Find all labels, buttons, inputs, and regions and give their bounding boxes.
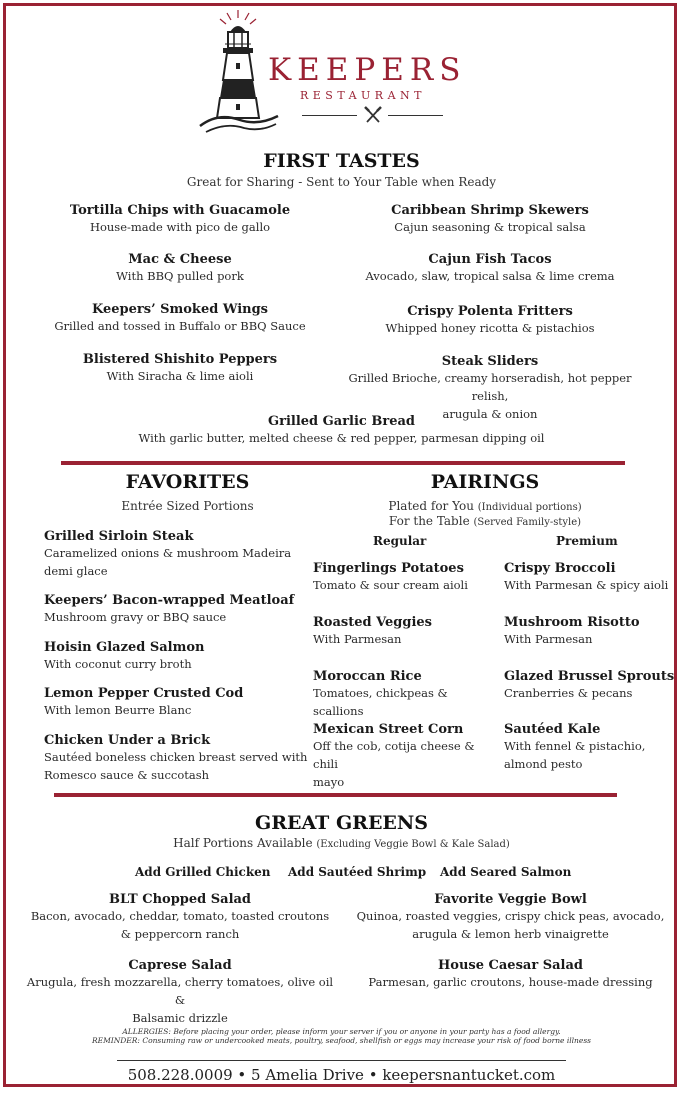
item-desc: mayo xyxy=(313,775,345,789)
pairings-line2-text: For the Table xyxy=(388,514,470,528)
menu-item xyxy=(504,669,674,702)
item-name: Crispy Polenta Fritters xyxy=(407,304,573,319)
menu-item xyxy=(20,958,340,1027)
contact-line: 508.228.0009 • 5 Amelia Drive • keepersnantucket.com xyxy=(127,1066,556,1084)
item-desc: Cajun seasoning & tropical salsa xyxy=(394,220,586,234)
item-desc: arugula & onion xyxy=(442,407,538,421)
menu-item xyxy=(30,352,330,385)
item-desc: With Siracha & lime aioli xyxy=(106,369,254,383)
item-desc: Parmesan, garlic croutons, house-made dressing xyxy=(368,975,653,989)
menu-item xyxy=(313,615,498,648)
great-greens-subtitle xyxy=(0,836,683,850)
logo-divider-right xyxy=(388,115,443,116)
first-tastes-title: FIRST TASTES xyxy=(263,150,420,172)
pairings-line1-note: (Individual portions) xyxy=(477,502,582,513)
item-name: Chicken Under a Brick xyxy=(44,733,211,748)
item-name: Mushroom Risotto xyxy=(504,615,640,630)
menu-item xyxy=(330,252,650,285)
footer-divider xyxy=(117,1060,566,1061)
item-name: Fingerlings Potatoes xyxy=(313,561,464,576)
great-greens-title: GREAT GREENS xyxy=(254,812,429,834)
brand-name: KEEPERS xyxy=(268,52,467,88)
item-desc: demi glace xyxy=(44,564,108,578)
menu-item xyxy=(504,561,674,594)
item-name: Keepers’ Bacon-wrapped Meatloaf xyxy=(44,593,295,608)
addon-chicken: Add Grilled Chicken xyxy=(135,865,271,879)
item-desc: Caramelized onions & mushroom Madeira xyxy=(44,546,292,560)
item-desc: arugula & lemon herb vinaigrette xyxy=(412,927,609,941)
item-name: Grilled Sirloin Steak xyxy=(44,529,194,544)
item-desc: Balsamic drizzle xyxy=(132,1011,228,1025)
menu-item xyxy=(44,640,314,673)
item-desc: House-made with pico de gallo xyxy=(89,220,271,234)
disclaimer xyxy=(0,1027,683,1045)
menu-item xyxy=(313,561,498,594)
item-desc: Quinoa, roasted veggies, crispy chick peas, avocado, xyxy=(356,909,665,923)
item-name: Caprese Salad xyxy=(128,958,232,973)
great-greens-subtitle-text: Half Portions Available xyxy=(173,836,313,850)
item-name: Grilled Garlic Bread xyxy=(268,414,415,429)
item-desc: Grilled and tossed in Buffalo or BBQ Sauce xyxy=(54,319,306,333)
item-name: Lemon Pepper Crusted Cod xyxy=(44,686,244,701)
menu-item xyxy=(30,302,330,335)
item-desc: Grilled Brioche, creamy horseradish, hot pepper relish, xyxy=(348,371,632,403)
favorites-title: FAVORITES xyxy=(125,471,250,493)
item-desc: Romesco sauce & succotash xyxy=(44,768,210,782)
menu-item xyxy=(44,529,314,580)
pairings-line2 xyxy=(320,514,650,528)
item-name: Favorite Veggie Bowl xyxy=(434,892,587,907)
pairings-line2-note: (Served Family-style) xyxy=(473,517,582,528)
item-desc: Avocado, slaw, tropical salsa & lime crema xyxy=(365,269,615,283)
item-desc: Arugula, fresh mozzarella, cherry tomatoes, olive oil & xyxy=(26,975,334,1007)
allergies-note: ALLERGIES: Before placing your order, please inform your server if you or anyone in your party has a food allergy. xyxy=(122,1027,561,1036)
menu-item xyxy=(44,733,314,784)
item-name: Hoisin Glazed Salmon xyxy=(44,640,205,655)
item-name: Tortilla Chips with Guacamole xyxy=(69,203,291,218)
item-desc: & peppercorn ranch xyxy=(120,927,240,941)
menu-item xyxy=(330,203,650,236)
reminder-note: REMINDER: Consuming raw or undercooked meats, poultry, seafood, shellfish or eggs may increase your risk of food borne illness xyxy=(91,1036,592,1045)
item-desc: With Parmesan xyxy=(313,632,402,646)
item-name: House Caesar Salad xyxy=(438,958,583,973)
menu-item xyxy=(504,722,674,773)
item-desc: Mushroom gravy or BBQ sauce xyxy=(44,610,227,624)
item-name: Moroccan Rice xyxy=(313,669,422,684)
item-desc: Sautéed boneless chicken breast served with xyxy=(44,750,308,764)
item-name: BLT Chopped Salad xyxy=(108,892,252,907)
menu-item xyxy=(313,722,498,791)
item-name: Glazed Brussel Sprouts xyxy=(504,669,675,684)
item-name: Steak Sliders xyxy=(441,354,539,369)
addon-salmon: Add Seared Salmon xyxy=(440,865,572,879)
menu-item xyxy=(30,252,330,285)
item-desc: Off the cob, cotija cheese & chili xyxy=(313,739,475,771)
great-greens-header xyxy=(0,812,683,850)
menu-item xyxy=(30,203,330,236)
section-divider xyxy=(61,461,625,465)
pairings-header xyxy=(320,471,650,528)
item-desc: Tomatoes, chickpeas & scallions xyxy=(313,686,448,718)
menu-item xyxy=(20,892,340,943)
item-desc: Bacon, avocado, cheddar, tomato, toasted croutons xyxy=(30,909,330,923)
item-desc: With Parmesan xyxy=(504,632,593,646)
item-desc: With garlic butter, melted cheese & red pepper, parmesan dipping oil xyxy=(138,431,545,445)
pairings-title: PAIRINGS xyxy=(430,471,540,493)
item-desc: Tomato & sour cream aioli xyxy=(313,578,468,592)
item-name: Mac & Cheese xyxy=(128,252,232,267)
item-desc: almond pesto xyxy=(504,757,583,771)
logo-divider-left xyxy=(302,115,357,116)
pairings-line1 xyxy=(320,499,650,513)
menu-item xyxy=(330,304,650,337)
favorites-header xyxy=(40,471,335,513)
premium-header: Premium xyxy=(556,534,618,548)
crossed-fork-knife-icon xyxy=(364,106,382,124)
item-desc: With lemon Beurre Blanc xyxy=(44,703,192,717)
favorites-subtitle: Entrée Sized Portions xyxy=(121,499,254,513)
item-desc: With BBQ pulled pork xyxy=(116,269,244,283)
item-desc: Whipped honey ricotta & pistachios xyxy=(385,321,595,335)
item-name: Roasted Veggies xyxy=(313,615,432,630)
first-tastes-section xyxy=(0,150,683,189)
item-name: Keepers’ Smoked Wings xyxy=(91,302,268,317)
pairings-line1-text: Plated for You xyxy=(388,499,474,513)
item-desc: With Parmesan & spicy aioli xyxy=(504,578,669,592)
item-name: Sautéed Kale xyxy=(504,722,601,737)
section-divider xyxy=(54,793,617,797)
item-name: Mexican Street Corn xyxy=(313,722,464,737)
item-name: Caribbean Shrimp Skewers xyxy=(391,203,589,218)
item-name: Blistered Shishito Peppers xyxy=(82,352,278,367)
brand-subtitle: RESTAURANT xyxy=(300,89,426,102)
menu-item xyxy=(348,958,673,991)
item-name: Cajun Fish Tacos xyxy=(428,252,552,267)
item-desc: Cranberries & pecans xyxy=(504,686,633,700)
item-desc: With fennel & pistachio, xyxy=(504,739,646,753)
item-desc: With coconut curry broth xyxy=(44,657,192,671)
item-name: Crispy Broccoli xyxy=(504,561,616,576)
menu-item xyxy=(330,354,650,423)
menu-item xyxy=(348,892,673,943)
menu-item xyxy=(0,414,683,447)
regular-header: Regular xyxy=(373,534,427,548)
addon-shrimp: Add Sautéed Shrimp xyxy=(288,865,427,879)
great-greens-subtitle-note: (Excluding Veggie Bowl & Kale Salad) xyxy=(316,839,510,850)
menu-item xyxy=(504,615,674,648)
menu-item xyxy=(44,686,314,719)
first-tastes-subtitle: Great for Sharing - Sent to Your Table when Ready xyxy=(186,175,497,189)
menu-item xyxy=(313,669,498,720)
menu-item xyxy=(44,593,314,626)
